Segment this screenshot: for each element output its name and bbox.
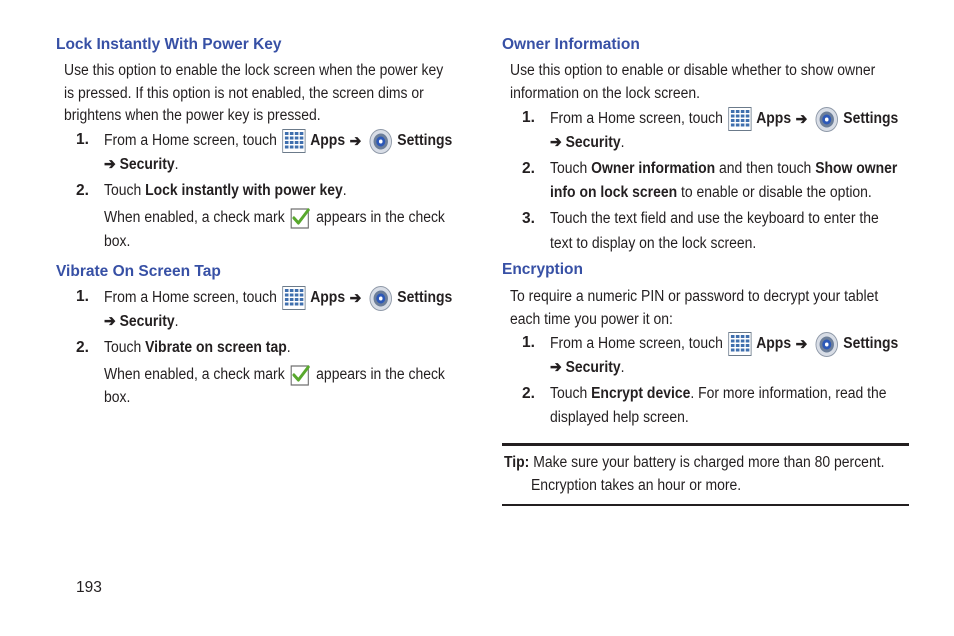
owner-intro-line-2: information on the lock screen.: [510, 84, 700, 102]
security-label: Security: [565, 133, 621, 151]
lock-step1-line1: [104, 126, 452, 156]
period: .: [174, 155, 179, 173]
lock-note-line2: [104, 233, 130, 251]
step-text: to enable or disable the option.: [681, 184, 872, 201]
step-text: Touch: [104, 339, 142, 356]
period: .: [174, 312, 179, 330]
apps-label: Apps: [756, 335, 792, 352]
step-number: 2.: [76, 182, 89, 199]
period: .: [620, 358, 625, 376]
step-text: text to display on the lock screen.: [550, 235, 757, 252]
period: .: [286, 339, 291, 356]
settings-gear-icon: [368, 128, 392, 155]
encryption-step2-line2: [550, 409, 689, 427]
vibrate-note-line2: [104, 389, 130, 407]
encryption-step2-line1: [550, 385, 887, 403]
tip-text: Encryption takes an hour or more.: [531, 477, 742, 494]
security-label: Security: [119, 312, 175, 330]
step-number: 1.: [76, 288, 89, 305]
arrow-glyph: ➔: [349, 289, 362, 307]
arrow-glyph: ➔: [104, 156, 116, 173]
lock-intro: [64, 60, 443, 128]
step-text: Touch the text field and use the keyboard to enter the: [550, 210, 879, 227]
section-heading-vibrate: Vibrate On Screen Tap: [56, 263, 221, 280]
encryption-step1-line1: [550, 329, 898, 359]
encryption-intro: [510, 286, 878, 331]
settings-gear-icon: [814, 106, 838, 133]
apps-grid-icon: [728, 107, 751, 131]
section-heading-encryption: Encryption: [502, 261, 583, 278]
page-number: 193: [76, 579, 102, 596]
arrow-glyph: ➔: [795, 110, 808, 128]
step-number: 2.: [76, 339, 89, 356]
checkmark-box-icon: [290, 207, 310, 229]
note-text: When enabled, a check mark: [104, 209, 285, 226]
encryption-intro-line-1: To require a numeric PIN or password to decrypt your tablet: [510, 288, 879, 305]
note-text: appears in the check: [316, 209, 445, 226]
period: .: [342, 182, 347, 199]
section-heading-lock-instantly: Lock Instantly With Power Key: [56, 36, 282, 53]
lock-note-line1: [104, 205, 445, 231]
tip-text: Make sure your battery is charged more than 80 percent.: [533, 454, 885, 471]
owner-step3-line1: [550, 210, 879, 228]
option-name: Encrypt device: [591, 385, 691, 402]
vibrate-step1-line1: [104, 283, 452, 313]
step-text: Touch: [550, 160, 588, 177]
settings-label: Settings: [843, 110, 899, 127]
step-number: 1.: [522, 109, 535, 126]
settings-label: Settings: [843, 335, 899, 352]
step-number: 1.: [76, 131, 89, 148]
security-label: Security: [565, 358, 621, 376]
encryption-step1-line2: [550, 358, 625, 377]
lock-intro-line-2: is pressed. If this option is not enabled, the screen dims or: [64, 84, 424, 102]
tip-line1: [504, 454, 884, 472]
tip-label: Tip:: [504, 454, 530, 471]
note-text: box.: [104, 389, 131, 406]
step-text: From a Home screen, touch: [550, 335, 723, 352]
owner-step1-line2: [550, 133, 625, 152]
apps-label: Apps: [756, 110, 792, 127]
vibrate-step1-line2: [104, 312, 179, 331]
step-text: From a Home screen, touch: [550, 110, 723, 127]
option-name: Lock instantly with power key: [145, 182, 343, 199]
lock-step2: [104, 182, 347, 200]
arrow-glyph: ➔: [550, 134, 562, 151]
period: .: [620, 133, 625, 151]
note-text: box.: [104, 233, 131, 250]
apps-grid-icon: [728, 332, 751, 356]
step-text: and then touch: [719, 160, 812, 177]
step-text: displayed help screen.: [550, 409, 689, 426]
settings-gear-icon: [814, 331, 838, 358]
arrow-glyph: ➔: [349, 132, 362, 150]
step-number: 1.: [522, 334, 535, 351]
step-text: . For more information, read the: [690, 385, 887, 402]
note-text: When enabled, a check mark: [104, 366, 285, 383]
arrow-glyph: ➔: [550, 359, 562, 376]
option-name: Show owner: [815, 160, 898, 177]
owner-step2-line1: [550, 160, 897, 178]
owner-step2-line2: [550, 184, 872, 202]
section-heading-owner-information: Owner Information: [502, 36, 640, 53]
owner-intro: [510, 60, 875, 105]
owner-step1-line1: [550, 104, 898, 134]
apps-label: Apps: [310, 132, 346, 149]
settings-gear-icon: [368, 285, 392, 312]
apps-grid-icon: [282, 286, 305, 310]
vibrate-step2: [104, 339, 291, 357]
option-name: info on lock screen: [550, 184, 678, 201]
step-number: 2.: [522, 160, 535, 177]
step-text: From a Home screen, touch: [104, 289, 277, 306]
lock-intro-line-3: brightens when the power key is pressed.: [64, 107, 321, 124]
step-number: 3.: [522, 210, 535, 227]
lock-step1-line2: [104, 155, 179, 174]
option-name: Owner information: [591, 160, 716, 177]
settings-label: Settings: [397, 132, 453, 149]
apps-label: Apps: [310, 289, 346, 306]
note-text: appears in the check: [316, 366, 445, 383]
settings-label: Settings: [397, 289, 453, 306]
encryption-intro-line-2: each time you power it on:: [510, 310, 673, 328]
step-text: From a Home screen, touch: [104, 132, 277, 149]
security-label: Security: [119, 155, 175, 173]
lock-intro-line-1: Use this option to enable the lock screen when the power key: [64, 62, 444, 79]
arrow-glyph: ➔: [104, 313, 116, 330]
owner-intro-line-1: Use this option to enable or disable whether to show owner: [510, 62, 876, 79]
apps-grid-icon: [282, 129, 305, 153]
step-number: 2.: [522, 385, 535, 402]
step-text: Touch: [104, 182, 142, 199]
tip-line2: [531, 477, 741, 495]
arrow-glyph: ➔: [795, 335, 808, 353]
checkmark-box-icon: [290, 364, 310, 386]
vibrate-note-line1: [104, 362, 445, 388]
option-name: Vibrate on screen tap: [145, 339, 287, 356]
tip-box: [502, 443, 909, 506]
owner-step3-line2: [550, 235, 756, 253]
step-text: Touch: [550, 385, 588, 402]
